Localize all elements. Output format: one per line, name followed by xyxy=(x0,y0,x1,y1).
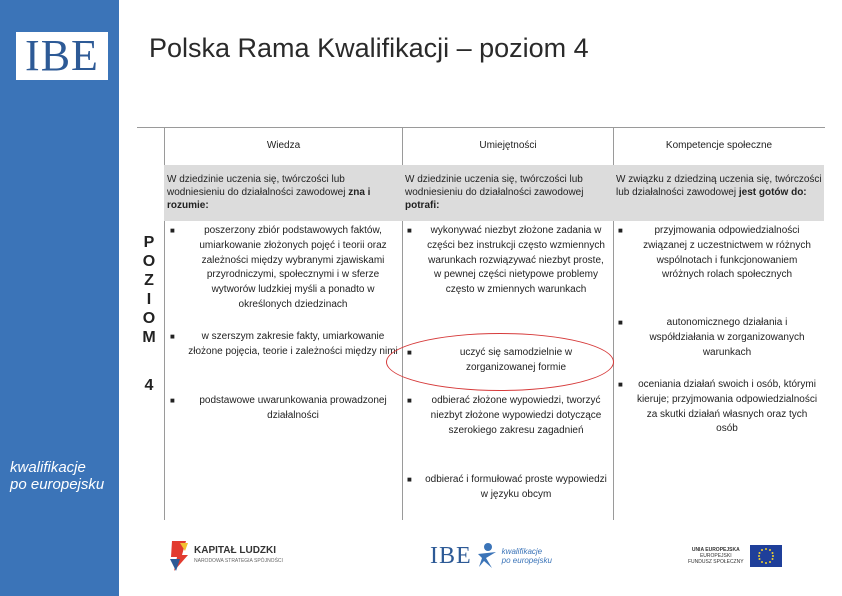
ibe-footer-logo xyxy=(430,536,552,576)
bullet-text: odbierać złożone wypowiedzi, tworzyć niezbyt złożone wypowiedzi dotyczące szerokiego zakresu zagadnień xyxy=(430,395,602,436)
page-title: Polska Rama Kwalifikacji – poziom 4 xyxy=(149,33,589,63)
bullet-text: odbierać i formułować proste wypowiedzi w języku obcym xyxy=(425,474,607,500)
intro-kompetencje xyxy=(616,173,822,199)
bullet-square-icon: ■ xyxy=(618,380,623,389)
sidebar xyxy=(0,0,119,596)
eu-logo xyxy=(688,536,782,576)
bullet-item xyxy=(407,394,607,438)
bullet-item xyxy=(618,316,818,360)
bullet-item xyxy=(170,224,398,313)
kw-footer-line-1: kwalifikacje xyxy=(501,547,543,556)
level-letter: O xyxy=(142,310,156,327)
bullet-square-icon: ■ xyxy=(170,332,175,341)
intro-kompetencje-bold: jest gotów do: xyxy=(738,187,807,198)
bullet-text: oceniania działań swoich i osób, którymi kieruje; przyjmowania odpowiedzialności za skutki działań własnych oraz tych osób xyxy=(636,379,818,435)
kapital-ludzki-title: KAPITAŁ LUDZKI xyxy=(194,545,277,556)
ibe-logo: IBE xyxy=(16,32,108,80)
tagline-line-1: kwalifikacje xyxy=(10,459,86,476)
eu-text xyxy=(688,547,744,565)
kwalifikacje-footer-text xyxy=(502,547,552,565)
kapital-ludzki-text xyxy=(194,545,283,567)
bullet-item xyxy=(407,473,607,503)
level-vertical-label xyxy=(140,233,158,347)
intro-wiedza-bold: zna i rozumie: xyxy=(167,187,371,211)
bullet-square-icon: ■ xyxy=(618,226,623,235)
bullet-text: w szerszym zakresie fakty, umiarkowanie złożone pojęcia, teorie i zależności między nimi xyxy=(188,331,398,357)
kw-footer-line-2: po europejsku xyxy=(501,556,552,565)
bullet-text: poszerzony zbiór podstawowych faktów, umiarkowanie złożonych pojęć i teorii oraz zależności między wybranymi zjawiskami przyrodniczymi, społecznymi i w sferze wytworów ludzkiej myśli a ponadto w określonych dziedzinach xyxy=(199,225,387,310)
column-header-kompetencje: Kompetencje społeczne xyxy=(665,140,773,151)
level-letter: I xyxy=(146,291,152,308)
level-letter: M xyxy=(142,329,156,346)
bullet-square-icon: ■ xyxy=(170,396,175,405)
kapital-ludzki-star-icon xyxy=(168,539,190,573)
bullet-text: przyjmowania odpowiedzialności związanej z uczestnictwem w różnych wspólnotach i funkcjonowaniem wróżnych rolach społecznych xyxy=(643,225,811,281)
intro-wiedza-text: W dziedzinie uczenia się, twórczości lub wodniesieniu do działalności zawodowej xyxy=(167,174,349,198)
bullet-square-icon: ■ xyxy=(407,226,412,235)
bullet-square-icon: ■ xyxy=(407,348,412,357)
eu-flag-icon xyxy=(750,545,782,567)
level-letter: O xyxy=(142,253,156,270)
bullet-text: uczyć się samodzielnie w zorganizowanej formie xyxy=(459,347,573,373)
ibe-footer-text: IBE xyxy=(430,542,472,569)
eu-line-3: FUNDUSZ SPOŁECZNY xyxy=(688,559,744,565)
bullet-item xyxy=(407,224,607,298)
eu-line-1: UNIA EUROPEJSKA xyxy=(691,547,740,553)
bullet-item xyxy=(170,394,398,424)
person-icon xyxy=(476,542,498,570)
intro-umiejetnosci-text: W dziedzinie uczenia się, twórczości lub wodniesieniu do działalności zawodowej xyxy=(405,174,584,198)
bullet-text: podstawowe uwarunkowania prowadzonej działalności xyxy=(199,395,387,421)
bullet-square-icon: ■ xyxy=(170,226,175,235)
intro-wiedza xyxy=(167,173,400,212)
intro-umiejetnosci-bold: potrafi: xyxy=(405,200,440,211)
level-letter: P xyxy=(143,234,155,251)
kapital-ludzki-logo xyxy=(168,536,283,576)
table-top-line xyxy=(137,127,825,128)
level-number: 4 xyxy=(144,377,154,394)
column-header-wiedza: Wiedza xyxy=(266,140,301,151)
bullet-item xyxy=(618,378,818,437)
intro-umiejetnosci xyxy=(405,173,611,212)
bullet-text: autonomicznego działania i współdziałania w zorganizowanych warunkach xyxy=(649,317,805,358)
bullet-square-icon: ■ xyxy=(618,318,623,327)
kapital-ludzki-subtitle: NARODOWA STRATEGIA SPÓJNOŚCI xyxy=(194,558,283,564)
bullet-item xyxy=(618,224,818,283)
level-letter: Z xyxy=(144,272,154,289)
sidebar-tagline xyxy=(10,459,118,493)
eu-line-2: EUROPEJSKI xyxy=(699,553,732,559)
highlight-ellipse xyxy=(386,333,614,391)
bullet-text: wykonywać niezbyt złożone zadania w części bez instrukcji często wzmiennych warunkach rozwiązywać niezbyt proste, w pewnej części nietypowe problemy często w zmiennych warunkach xyxy=(427,225,605,296)
column-header-umiejetnosci: Umiejętności xyxy=(479,140,537,151)
bullet-square-icon: ■ xyxy=(407,396,412,405)
bullet-square-icon: ■ xyxy=(407,475,412,484)
bullet-item xyxy=(170,330,398,360)
intro-kompetencje-text: W związku z dziedziną uczenia się, twórczości lub działalności zawodowej xyxy=(616,174,822,198)
tagline-line-2: po europejsku xyxy=(10,476,105,493)
